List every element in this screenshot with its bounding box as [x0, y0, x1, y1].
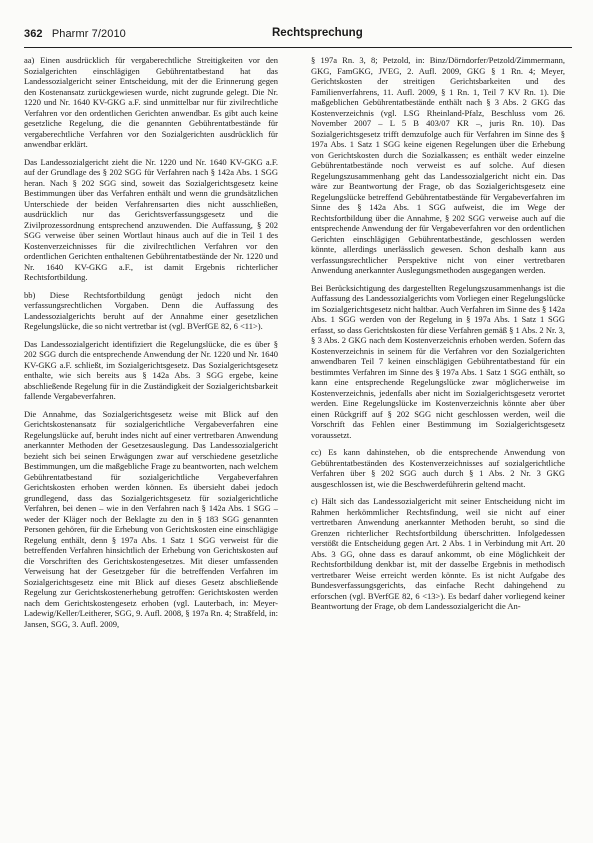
- section-title: Rechtsprechung: [272, 27, 363, 39]
- paragraph: bb) Diese Rechtsfortbildung genügt jedoch nicht den verfassungsrechtlichen Vorgaben. Denn die Auffassung des Landessozialgerichts beruht auf der Annahme einer gesetzlichen Regelungslücke, die so nicht vertretbar ist (vgl. BVerfGE 82, 6 <11>).: [24, 289, 278, 331]
- paragraph: Die Annahme, das Sozialgerichtsgesetz weise mit Blick auf den Gerichtskostenansatz für sozialgerichtliche Vergabeverfahren eine Regelungslücke auf, beruht indes nicht auf einer vertretbaren Anwendung anerkannter Methoden der Gesetzesauslegung. Das Landessozialgericht bezieht sich bei seinen Erwägungen zwar auf verschiedene gesetzliche Bestimmungen, um die maßgebliche Frage zu beantworten, nach welchem Gebührentatbestand für sozialgerichtliche Vergabeverfahren Gerichtskosten erhoben werden können. Es übersieht dabei jedoch grundlegend, dass das Sozialgerichtsgesetz für sozialgerichtliche Verfahren, bei denen – wie in den Verfahren nach § 142a Abs. 1 SGG – weder der Kläger noch der Beklagte zu den in § 183 SGG genannten Personen gehören, für die Erhebung von Gerichtskosten eine einschlägige Regelung enthält, denn § 197a Abs. 1 Satz 1 SGG verweist für die betreffenden Verfahren hinsichtlich der Erhebung von Gerichtskosten auf die Vorschriften des Gerichtskostengesetzes. Mit dieser umfassenden Verweisung hat der Gesetzgeber für die betreffenden Verfahren im Sozialgerichtsgesetz eine mit Blick auf dieses Gesetz abschließende Regelung zur Gerichtskostenerhebung getroffen: Gerichtskosten werden nach dem Gerichtskostengesetz erhoben (vgl. Lauterbach, in: Meyer-Ladewig/Keller/Leitherer, SGG, 9. Aufl. 2008, § 197a Rn. 4; Straßfeld, in: Jansen, SGG, 3. Aufl. 2009,: [24, 408, 278, 629]
- paragraph: cc) Es kann dahinstehen, ob die entsprechende Anwendung von Gebührentatbeständen des Kostenverzeichnisses auf sozialgerichtliche Verfahren über § 202 SGG auch durch § 1 Abs. 2 Nr. 3 GKG ausgeschlossen ist, wie die Beschwerdeführerin geltend macht.: [311, 447, 565, 489]
- paragraph: § 197a Rn. 3, 8; Petzold, in: Binz/Dörndorfer/Petzold/Zimmermann, GKG, FamGKG, JVEG, 2. Aufl. 2009, GKG § 1 Rn. 4; Meyer, Gerichtskosten der streitigen Gerichtsbarkeiten und des Familienverfahrens, 11. Aufl. 2009, § 1 Rn. 1, Teil 7 KV Rn. 1). Die maßgeblichen Gebührentatbestände enthält nach § 3 Abs. 2 GKG das Kostenverzeichnis (vgl. LSG Rheinland-Pfalz, Beschluss vom 26. November 2007 – L 5 B 403/07 KR –, juris Rn. 10). Das Sozialgerichtsgesetz trifft demzufolge auch für Verfahren im Sinne des § 197a Abs. 1 Satz 1 SGG keine eigenen Regelungen über die Erhebung von Gerichtskosten durch die Sozialkassen; es enthält weder einzelne Gebührentatbestände noch verweist es auf solche. Auf diesen Regelungszusammenhang geht das Landessozialgericht nicht ein. Das wäre zur Beantwortung der Frage, ob das Sozialgerichtsgesetz eine Regelungslücke betreffend Gebührentatbestände für Vergabeverfahren im Sinne des § 142a Abs. 1 SGG aufweist, die im Wege der Rechtsfortbildung über die Annahme, § 202 SGG verweise auch auf die entsprechende Anwendung der für Vergabeverfahren vor den ordentlichen Gerichten einschlägigen Gebührentatbestände, geschlossen werden könnte, allerdings unerlässlich gewesen. Schon deshalb kann aus verfassungsrechtlicher Perspektive nicht von einer vertretbaren Anwendung anerkannter Auslegungsmethoden ausgegangen werden.: [311, 55, 565, 275]
- paragraph: Bei Berücksichtigung des dargestellten Regelungszusammenhangs ist die Auffassung des Landessozialgerichts vom Vorliegen einer Regelungslücke im Sozialgerichtsgesetz nicht haltbar. Auch Verfahren im Sinne des § 142a Abs. 1 SGG werden von der Regelung in § 197a Abs. 1 Satz 1 SGG erfasst, so dass Gerichtskosten für diese Verfahren gemäß § 1 Abs. 2 Nr. 3, § 3 Abs. 2 GKG nach dem Kostenverzeichnis erhoben werden. Sofern das Kostenverzeichnis in seinem für die Verfahren vor den Sozialgerichten anwendbaren Teil 7 keinen einschlägigen Gebührentatbestand für ein bestimmtes Verfahren im Sinne des § 197a Abs. 1 Satz 1 SGG enthält, so kann eine entsprechende Regelungslücke zwar möglicherweise im Kostenverzeichnis, jedenfalls aber nicht im Sozialgerichtsgesetz verortet werden. Eine Regelungslücke im Kostenverzeichnis könnte aber über einen Rückgriff auf § 202 SGG nicht geschlossen werden, weil die Vorschrift das Fehlen einer Bestimmung im Sozialgerichtsgesetz voraussetzt.: [311, 282, 565, 440]
- paragraph: Das Landessozialgericht identifiziert die Regelungslücke, die es über § 202 SGG durch die entsprechende Anwendung der Nr. 1220 und Nr. 1640 KV-GKG a.F. schließt, im Sozialgerichtsgesetz. Das Sozialgerichtsgesetz enthalte, wie sich bereits aus § 142a Abs. 3 SGG ergebe, keine abschließende Regelung für in die Zuständigkeit der Sozialgerichtsbarkeit fallende Vergabeverfahren.: [24, 338, 278, 401]
- paragraph: Das Landessozialgericht zieht die Nr. 1220 und Nr. 1640 KV-GKG a.F. auf der Grundlage des § 202 SGG für Verfahren nach § 142a Abs. 1 SGG heran. Nach § 202 SGG sind, soweit das Sozialgerichtsgesetz keine Bestimmungen über das Verfahren enthält und wenn die grundsätzlichen Unterschiede der beiden Verfahrensarten dies nicht ausschließen, ausdrücklich nur das Gerichtsverfassungsgesetz und die Zivilprozessordnung entsprechend anzuwenden. Die Auffassung, § 202 SGG verweise über seinen Wortlaut hinaus auch auf die in Teil 1 des Kostenverzeichnisses für die zivilrechtlichen Verfahren vor den ordentlichen Gerichten enthaltenen Gebührentatbestände der Nr. 1220 und Nr. 1640 KV-GKG a.F., ist damit Ergebnis richterlicher Rechtsfortbildung.: [24, 156, 278, 282]
- left-column: [24, 55, 278, 636]
- running-header: [24, 28, 126, 40]
- journal-issue: Pharmr 7/2010: [51, 28, 126, 40]
- paragraph: aa) Einen ausdrücklich für vergaberechtliche Streitigkeiten vor den Sozialgerichten einschlägigen Gebührentatbestand hat das Landessozialgericht seiner Entscheidung, mit der die Erinnerung gegen den Kostenansatz zurückgewiesen wurde, nicht zugrunde gelegt. Die Nr. 1220 und Nr. 1640 KV-GKG a.F. sind unmittelbar nur für zivilrechtliche Verfahren vor den ordentlichen Gerichten anwendbar. Es gibt auch keine gesetzliche Regelung, die die genannten Gebührentatbestände für vergaberechtliche Verfahren vor den Sozialgerichten ausdrücklich für anwendbar erklärt.: [24, 55, 278, 149]
- header-rule: [24, 47, 572, 48]
- page-number: 362: [24, 28, 43, 40]
- paragraph: c) Hält sich das Landessozialgericht mit seiner Entscheidung nicht im Rahmen herkömmlicher Rechtsfindung, weil sie nicht auf einer vertretbaren Anwendung anerkannter Methoden beruht, so sind die Grenzen richterlicher Rechtsfortbildung überschritten. Infolgedessen verstößt die Entscheidung gegen Art. 2 Abs. 1 in Verbindung mit Art. 20 Abs. 3 GG, ohne dass es darauf ankommt, ob eine Möglichkeit der Rechtsfortbildung denkbar ist, mit der dasselbe Ergebnis in methodisch vertretbarer Weise erreicht werden könnte. Es ist nicht Aufgabe des Bundesverfassungsgerichts, das einfache Recht dahingehend zu erforschen (vgl. BVerfGE 82, 6 <13>). Es bedarf daher vorliegend keiner Beantwortung der Frage, ob dem Landessozialgericht die An-: [311, 496, 565, 611]
- page-header: [24, 24, 572, 44]
- right-column: [311, 55, 565, 619]
